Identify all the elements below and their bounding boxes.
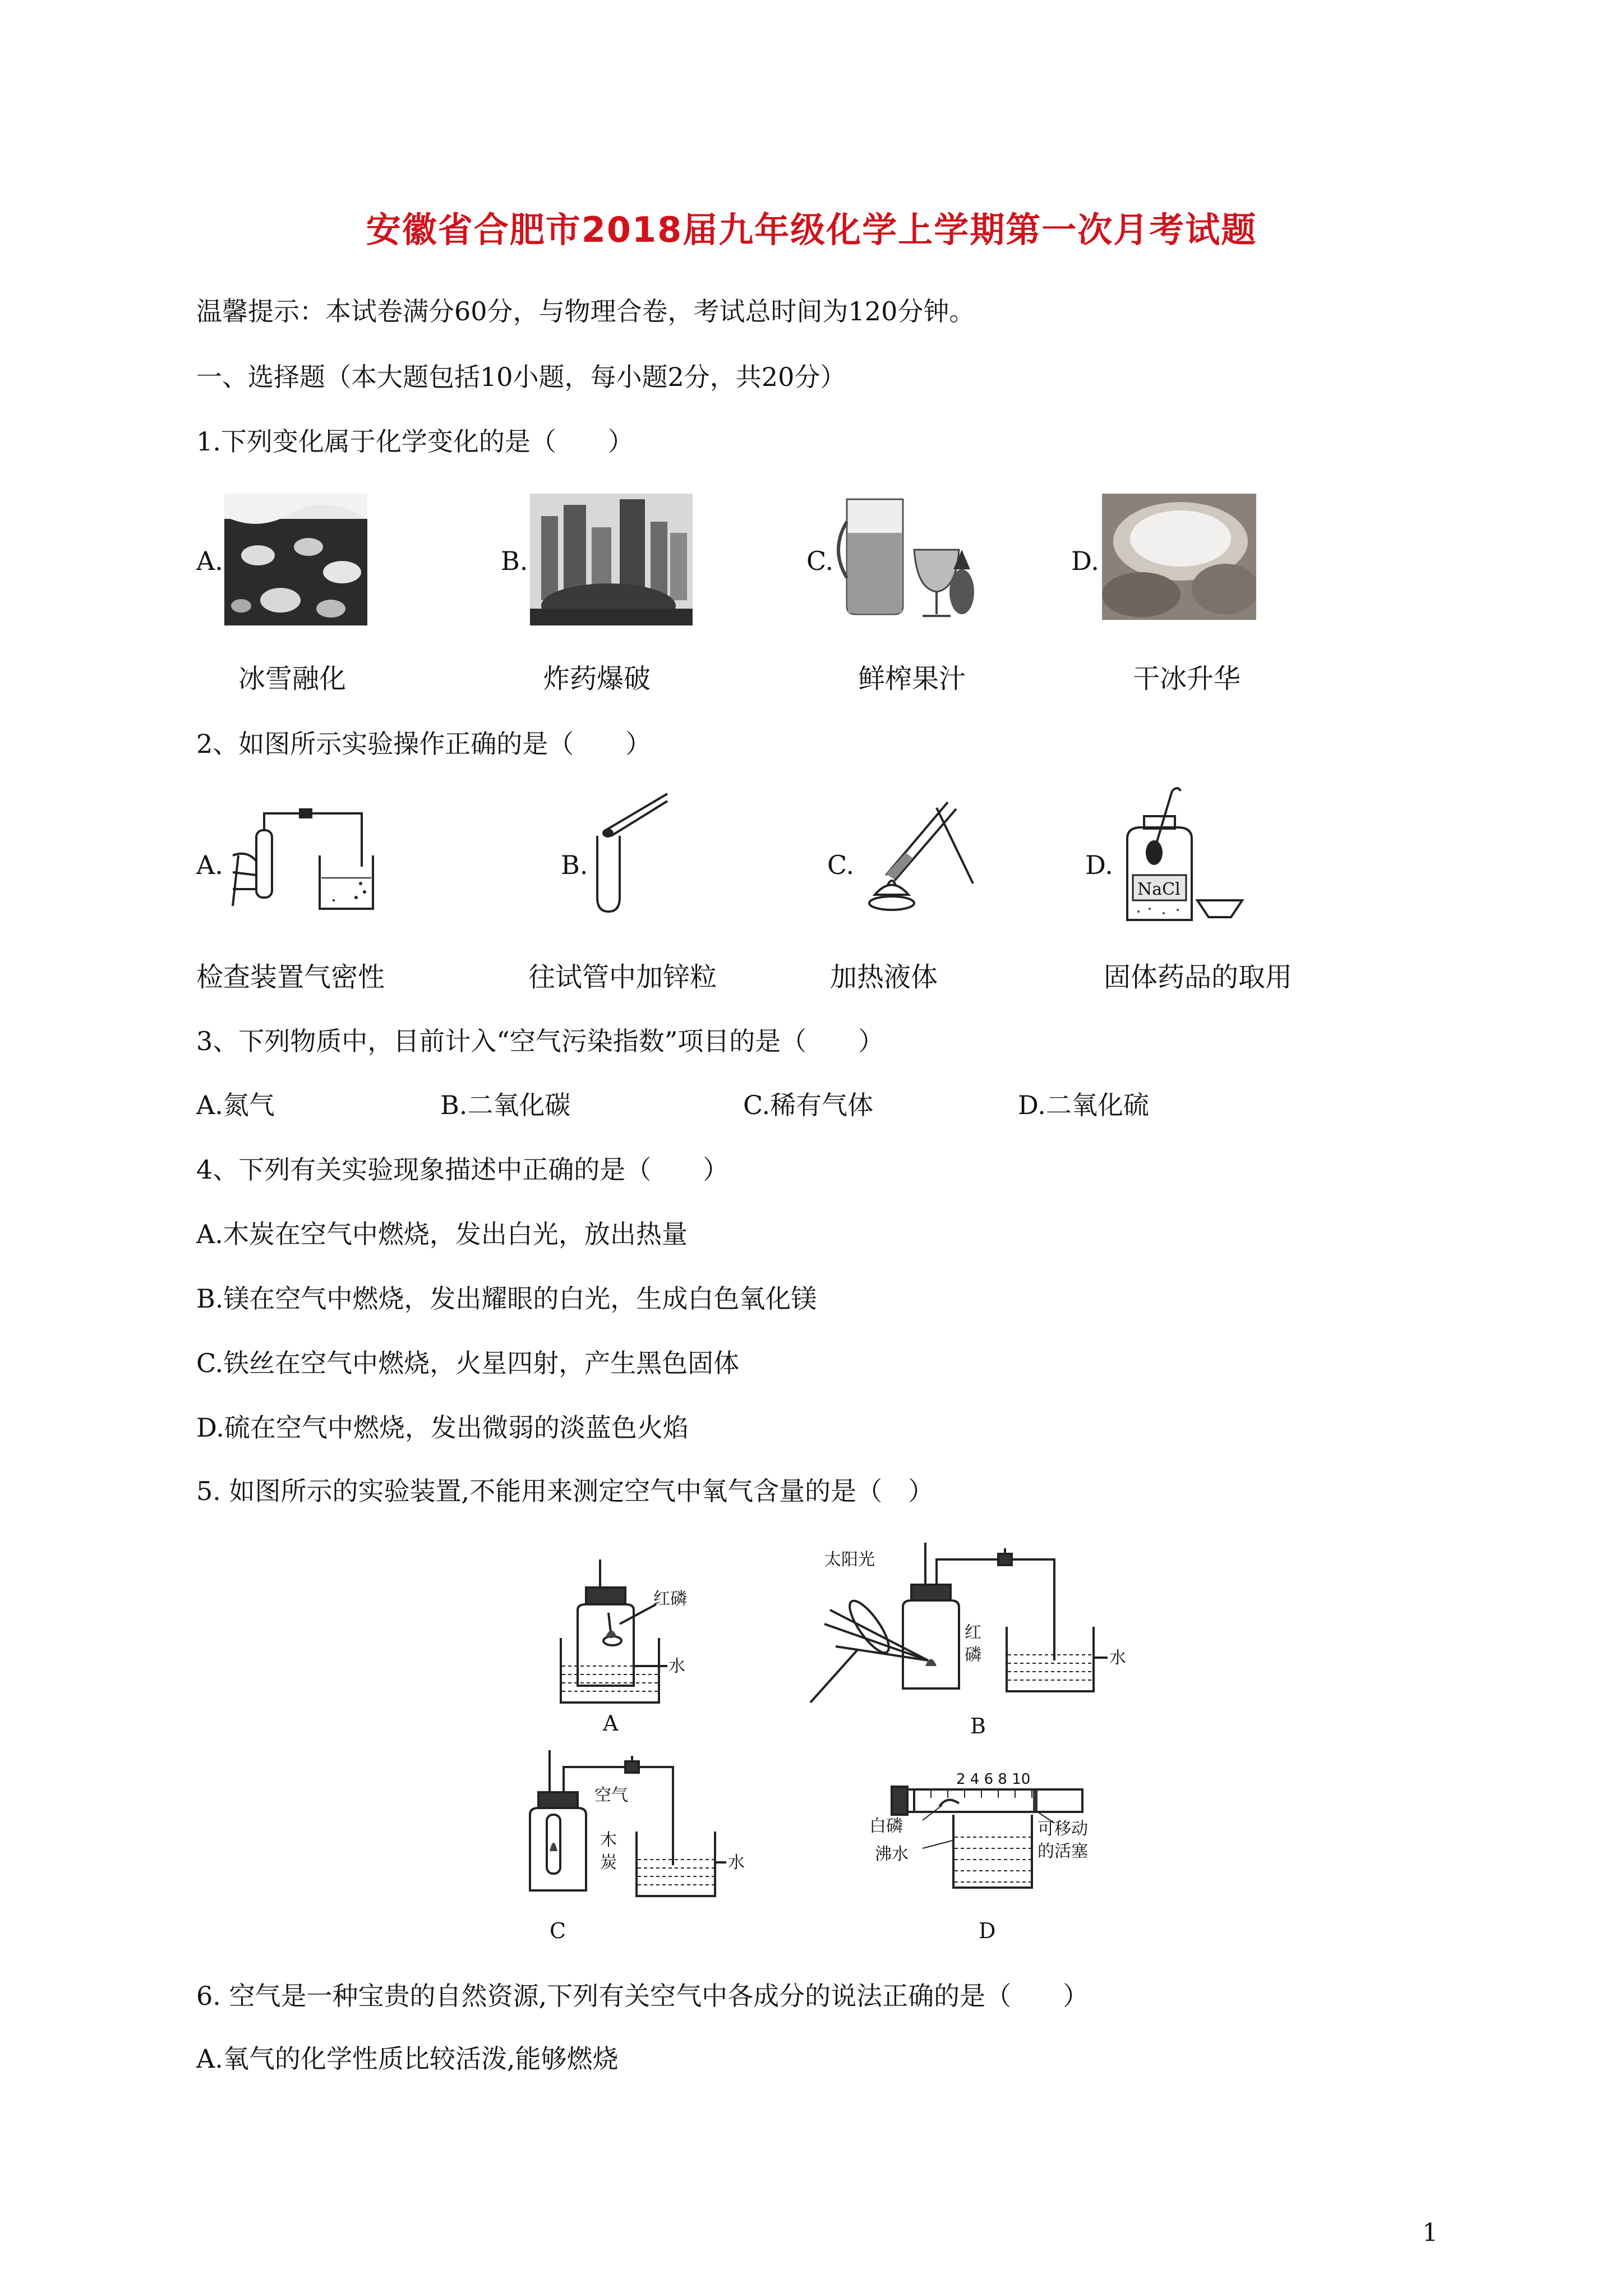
q3-option-c: C.稀有气体 <box>743 1090 874 1120</box>
q1-option-d-letter: D. <box>1071 546 1099 576</box>
q1-option-b-caption: 炸药爆破 <box>543 663 651 694</box>
q5d-white-phosphorus-label: 白磷 <box>869 1816 903 1836</box>
q5b-phosphorus-label: 磷 <box>965 1645 981 1665</box>
q2-stem: 2、如图所示实验操作正确的是（ ） <box>196 729 652 759</box>
q5-apparatus-a <box>550 1554 735 1739</box>
q1-blasting-image <box>530 494 693 625</box>
page-title: 安徽省合肥市2018届九年级化学上学期第一次月考试题 <box>366 209 1257 250</box>
q5a-water-label: 水 <box>668 1657 685 1676</box>
q6-stem: 6. 空气是一种宝贵的自然资源,下列有关空气中各成分的说法正确的是（ ） <box>196 1981 1089 2011</box>
q5c-figure-label: C <box>550 1918 566 1943</box>
q2-add-zinc-diagram <box>589 791 673 920</box>
q5b-sunlight-label: 太阳光 <box>824 1550 875 1570</box>
q2-option-a-caption: 检查装置气密性 <box>196 961 385 993</box>
q1-option-c-letter: C. <box>806 546 834 576</box>
page-number: 1 <box>1422 2219 1438 2247</box>
q5c-water-label: 水 <box>728 1853 745 1872</box>
q1-juice-image <box>836 488 976 625</box>
q5d-scale-label: 2 4 6 8 10 <box>956 1771 1031 1788</box>
q5b-red-label: 红 <box>965 1623 981 1642</box>
q5-apparatus-b <box>802 1531 1127 1739</box>
q3-option-b: B.二氧化碳 <box>440 1090 571 1120</box>
q1-dry-ice-image <box>1102 494 1256 620</box>
q2-heat-liquid-diagram <box>852 791 984 917</box>
q3-option-a: A.氮气 <box>196 1090 275 1120</box>
q1-stem: 1.下列变化属于化学变化的是（ ） <box>196 426 634 457</box>
q1-option-b-letter: B. <box>501 546 528 576</box>
q1-ice-melting-image <box>224 494 367 625</box>
q2-solid-reagent-diagram <box>1110 785 1248 928</box>
q4-option-a: A.木炭在空气中燃烧，发出白光，放出热量 <box>196 1219 688 1249</box>
q2-option-d-caption: 固体药品的取用 <box>1104 961 1293 993</box>
q3-option-d: D.二氧化硫 <box>1018 1090 1149 1120</box>
nacl-label: NaCl <box>1137 880 1181 899</box>
q2-option-a-letter: A. <box>196 850 223 880</box>
q1-option-a-letter: A. <box>196 546 223 576</box>
q5-apparatus-d <box>869 1767 1127 1947</box>
q5d-piston-label: 的活塞 <box>1038 1842 1088 1861</box>
q1-option-a-caption: 冰雪融化 <box>238 663 347 694</box>
q5b-figure-label: B <box>970 1714 986 1738</box>
q2-airtightness-diagram <box>222 799 384 917</box>
q2-option-c-caption: 加热液体 <box>830 961 938 993</box>
q5d-figure-label: D <box>979 1918 996 1943</box>
q5d-boiling-water-label: 沸水 <box>875 1844 909 1864</box>
q5c-wood-label: 木 <box>600 1830 617 1850</box>
q1-option-d-caption: 干冰升华 <box>1133 663 1241 694</box>
q2-option-b-caption: 往试管中加锌粒 <box>528 961 717 993</box>
q1-option-c-caption: 鲜榨果汁 <box>858 663 966 694</box>
q6-option-a: A.氧气的化学性质比较活泼,能够燃烧 <box>196 2044 619 2074</box>
q5d-movable-label: 可移动 <box>1038 1819 1088 1839</box>
q2-option-d-letter: D. <box>1085 850 1113 880</box>
q4-option-b: B.镁在空气中燃烧，发出耀眼的白光，生成白色氧化镁 <box>196 1283 817 1314</box>
q3-stem: 3、下列物质中，目前计入“空气污染指数”项目的是（ ） <box>196 1026 884 1056</box>
q5a-figure-label: A <box>603 1711 619 1736</box>
section-heading: 一、选择题（本大题包括10小题，每小题2分，共20分） <box>196 362 846 392</box>
exam-tip: 温馨提示：本试卷满分60分，与物理合卷，考试总时间为120分钟。 <box>196 296 975 326</box>
q5c-charcoal-label: 炭 <box>600 1853 617 1872</box>
q5a-red-phosphorus-label: 红磷 <box>653 1589 687 1609</box>
q5b-water-label: 水 <box>1109 1648 1126 1668</box>
q4-option-c: C.铁丝在空气中燃烧，火星四射，产生黑色固体 <box>196 1348 740 1378</box>
q5-apparatus-c <box>516 1739 774 1947</box>
q4-stem: 4、下列有关实验现象描述中正确的是（ ） <box>196 1154 729 1185</box>
q4-option-d: D.硫在空气中燃烧，发出微弱的淡蓝色火焰 <box>196 1412 689 1443</box>
q5c-air-label: 空气 <box>594 1786 628 1805</box>
q5-stem: 5. 如图所示的实验装置,不能用来测定空气中氧气含量的是（ ） <box>196 1476 934 1506</box>
q2-option-b-letter: B. <box>561 850 588 880</box>
q2-option-c-letter: C. <box>827 850 855 880</box>
